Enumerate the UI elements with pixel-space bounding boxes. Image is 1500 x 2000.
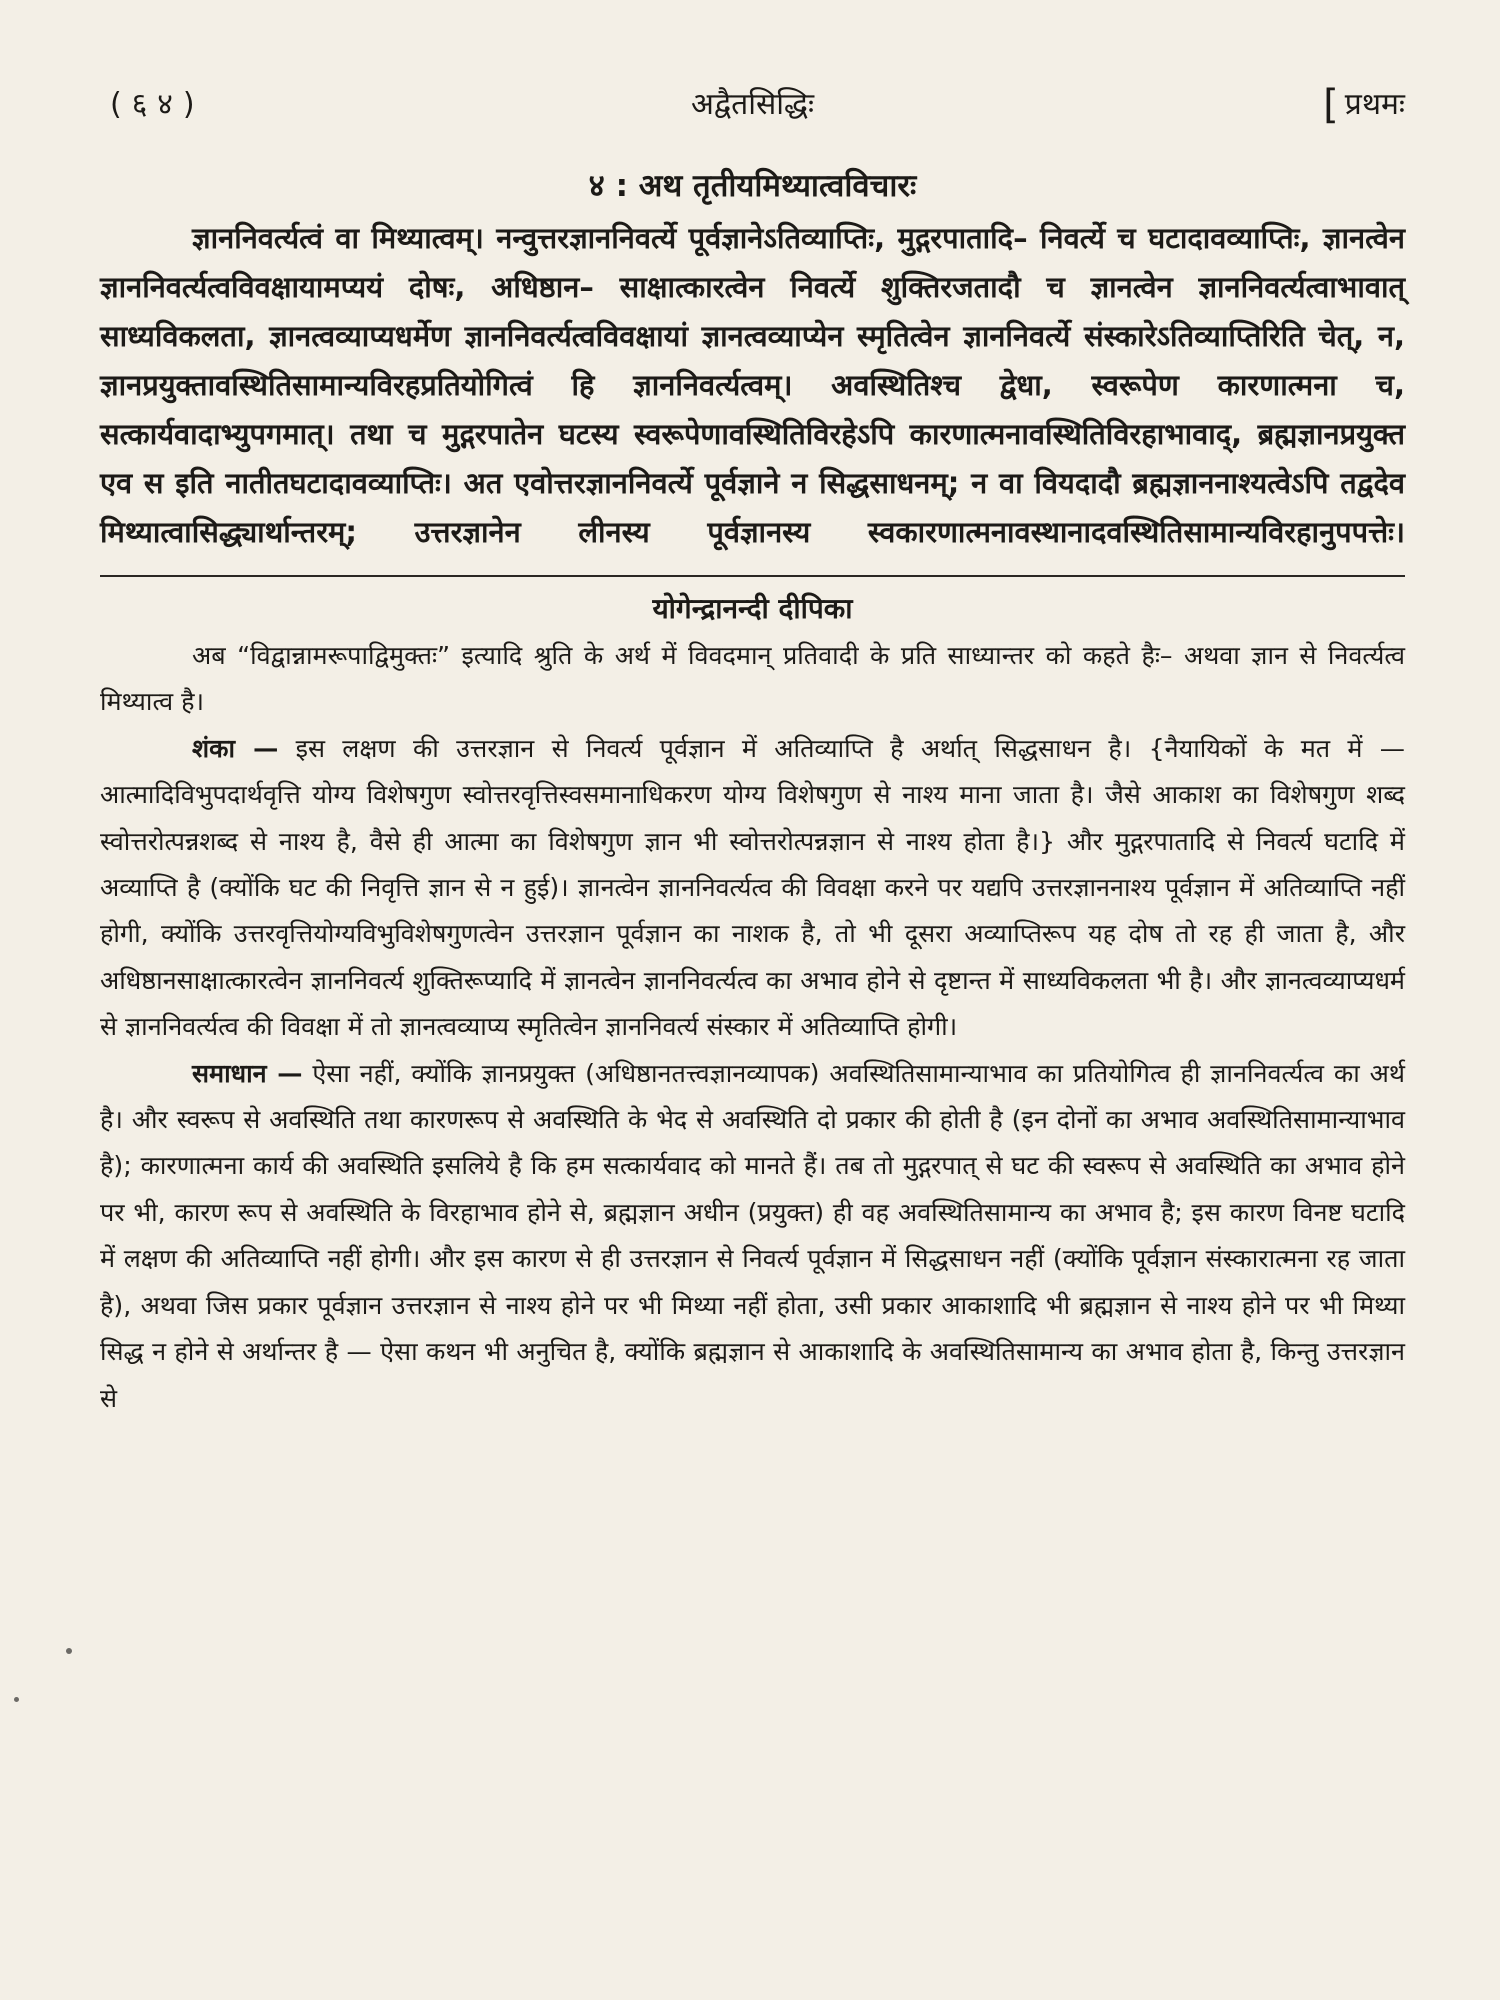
commentary-paragraph-2 xyxy=(100,726,1405,1051)
commentary-block xyxy=(100,633,1405,1422)
page xyxy=(100,78,1405,1422)
section-title: ४ : अथ तृतीयमिथ्यात्वविचारः xyxy=(588,168,917,204)
speck-mark xyxy=(14,1697,19,1702)
samadhan-label: समाधान — xyxy=(192,1058,303,1088)
commentary-paragraph-1: अब “विद्वान्नामरूपाद्विमुक्तः” इत्यादि श्रुति के अर्थ में विवदमान् प्रतिवादी के प्रति साध्यान्तर को कहते हैः– अथवा ज्ञान से निवर्त्यत्व मिथ्यात्व है। xyxy=(100,641,1405,717)
samadhan-text: ऐसा नहीं, क्योंकि ज्ञानप्रयुक्त (अधिष्ठानतत्त्वज्ञानव्यापक) अवस्थितिसामान्याभाव का प्रतियोगित्व ही ज्ञाननिवर्त्यत्व का अर्थ है। और स्वरूप से अवस्थिति तथा कारणरूप से अवस्थिति के भेद से अवस्थिति दो प्रकार की होती है (इन दोनों का अभाव अवस्थितिसामान्याभाव है); कारणात्मना कार्य की अवस्थिति इसलिये है कि हम सत्कार्यवाद को मानते हैं। तब तो मुद्गरपात् से घट की स्वरूप से अवस्थिति का अभाव होने पर भी, कारण रूप से अवस्थिति के विरहाभाव होने से, ब्रह्मज्ञान अधीन (प्रयुक्त) ही वह अवस्थितिसामान्य का अभाव है; इस कारण विनष्ट घटादि में लक्षण की अतिव्याप्ति नहीं होगी। और इस कारण से ही उत्तरज्ञान से निवर्त्य पूर्वज्ञान में सिद्धसाधन नहीं (क्योंकि पूर्वज्ञान संस्कारात्मना रह जाता है), अथवा जिस प्रकार पूर्वज्ञान उत्तरज्ञान से नाश्य होने पर भी मिथ्या नहीं होता, उसी प्रकार आकाशादि भी ब्रह्मज्ञान से नाश्य होने पर भी मिथ्या सिद्ध न होने से अर्थान्तर है — ऐसा कथन भी अनुचित है, क्योंकि ब्रह्मज्ञान से आकाशादि के अवस्थितिसामान्य का अभाव होता है, किन्तु उत्तरज्ञान से xyxy=(100,1058,1405,1413)
mula-text-block xyxy=(100,214,1405,557)
page-number: (६४) xyxy=(110,87,205,122)
divider-rule xyxy=(100,575,1405,577)
chapter-label xyxy=(1323,82,1405,128)
shanka-text: इस लक्षण की उत्तरज्ञान से निवर्त्य पूर्वज्ञान में अतिव्याप्ति है अर्थात् सिद्धसाधन है। {नैयायिकों के मत में — आत्मादिविभुपदार्थवृत्ति योग्य विशेषगुण स्वोत्तरवृत्तिस्वसमानाधिकरण योग्य विशेषगुण से नाश्य माना जाता है। जैसे आकाश का विशेषगुण शब्द स्वोत्तरोत्पन्नशब्द से नाश्य है, वैसे ही आत्मा का विशेषगुण ज्ञान भी स्वोत्तरोत्पन्नज्ञान से नाश्य होता है।} और मुद्गरपातादि से निवर्त्य घटादि में अव्याप्ति है (क्योंकि घट की निवृत्ति ज्ञान से न हुई)। ज्ञानत्वेन ज्ञाननिवर्त्यत्व की विवक्षा करने पर यद्यपि उत्तरज्ञाननाश्य पूर्वज्ञान में अतिव्याप्ति नहीं होगी, क्योंकि उत्तरवृत्तियोग्यविभुविशेषगुणत्वेन उत्तरज्ञान पूर्वज्ञान का नाशक है, तो भी दूसरा अव्याप्तिरूप यह दोष तो रह ही जाता है, और अधिष्ठानसाक्षात्कारत्वेन ज्ञाननिवर्त्य शुक्तिरूप्यादि में ज्ञानत्वेन ज्ञाननिवर्त्यत्व का अभाव होने से दृष्टान्त में साध्यविकलता भी है। और ज्ञानत्वव्याप्यधर्म से ज्ञाननिवर्त्यत्व की विवक्षा में तो ज्ञानत्वव्याप्य स्मृतित्वेन ज्ञाननिवर्त्य संस्कार में अतिव्याप्ति होगी। xyxy=(100,733,1405,1042)
chapter-bracket: [ xyxy=(1323,82,1339,128)
mula-text: ज्ञाननिवर्त्यत्वं वा मिथ्यात्वम्। नन्वुत्तरज्ञाननिवर्त्ये पूर्वज्ञानेऽतिव्याप्तिः, मुद्गरपातादि– निवर्त्ये च घटादावव्याप्तिः, ज्ञानत्वेन ज्ञाननिवर्त्यत्वविवक्षायामप्ययं दोषः, अधिष्ठान– साक्षात्कारत्वेन निवर्त्ये शुक्तिरजतादौ च ज्ञानत्वेन ज्ञाननिवर्त्यत्वाभावात् साध्यविकलता, ज्ञानत्वव्याप्यधर्मेण ज्ञाननिवर्त्यत्वविवक्षायां ज्ञानत्वव्याप्येन स्मृतित्वेन ज्ञाननिवर्त्ये संस्कारेऽतिव्याप्तिरिति चेत्, न, ज्ञानप्रयुक्तावस्थितिसामान्यविरहप्रतियोगित्वं हि ज्ञाननिवर्त्यत्वम्। अवस्थितिश्च द्वेधा, स्वरूपेण कारणात्मना च, सत्कार्यवादाभ्युपगमात्। तथा च मुद्गरपातेन घटस्य स्वरूपेणावस्थितिविरहेऽपि कारणात्मनावस्थितिविरहाभावाद्, ब्रह्मज्ञानप्रयुक्त एव स इति नातीतघटादावव्याप्तिः। अत एवोत्तरज्ञाननिवर्त्ये पूर्वज्ञाने न सिद्धसाधनम्; न वा वियदादौ ब्रह्मज्ञाननाश्यत्वेऽपि तद्वदेव मिथ्यात्वासिद्ध्यार्थान्तरम्; उत्तरज्ञानेन लीनस्य पूर्वज्ञानस्य स्वकारणात्मनावस्थानादवस्थितिसामान्यविरहानुपपत्तेः। xyxy=(100,221,1405,549)
chapter-name: प्रथमः xyxy=(1344,87,1405,122)
book-title: अद्वैतसिद्धिः xyxy=(690,87,815,122)
speck-mark xyxy=(66,1648,72,1654)
commentary-title: योगेन्द्रानन्दी दीपिका xyxy=(652,592,853,625)
shanka-label: शंका — xyxy=(192,733,279,763)
commentary-paragraph-3 xyxy=(100,1051,1405,1422)
running-header xyxy=(100,78,1405,138)
